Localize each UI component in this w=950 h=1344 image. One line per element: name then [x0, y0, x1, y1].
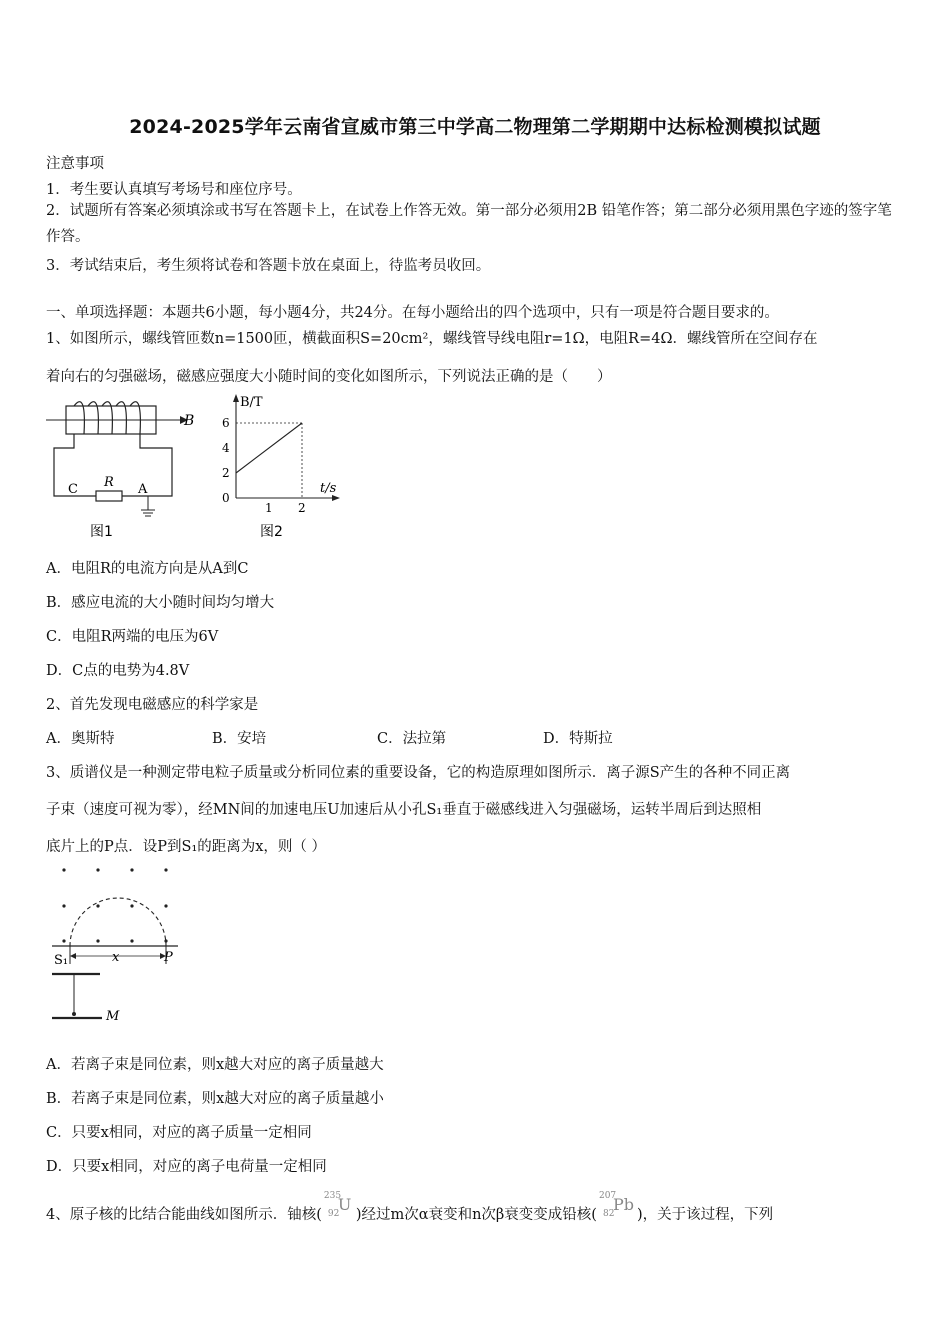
- q2-option-b: B．安培: [212, 731, 267, 747]
- q1-stem-line-1: 1、如图所示，螺线管匝数n=1500匝，横截面积S=20cm²，螺线管导线电阻r=1Ω，电阻R=4Ω．螺线管所在空间存在: [46, 331, 818, 347]
- q3-option-c: C．只要x相同，对应的离子质量一定相同: [46, 1125, 312, 1141]
- q1-option-c: C．电阻R两端的电压为6V: [46, 629, 219, 645]
- uranium-nuclide: 235 92 U: [323, 1191, 352, 1219]
- q2-option-c: C．法拉第: [377, 731, 447, 747]
- q2-stem: 2、首先发现电磁感应的科学家是: [46, 697, 259, 713]
- y-tick-6: 6: [222, 416, 230, 430]
- q4-stem-part-b: )经过m次α衰变和n次β衰变变成铅核(: [355, 1207, 597, 1223]
- q3-option-b: B．若离子束是同位素，则x越大对应的离子质量越小: [46, 1091, 384, 1107]
- q2-option-d: D．特斯拉: [543, 731, 613, 747]
- q3-figure-mass-spectrometer: [46, 860, 196, 1028]
- notice-item-2: 2．试题所有答案必须填涂或书写在答题卡上，在试卷上作答无效。第一部分必须用2B 铅笔作答；第二部分必须用黑色字迹的签字笔作答。: [46, 203, 892, 245]
- y-axis-arrowhead: [233, 394, 239, 402]
- resistor-label: R: [104, 475, 114, 490]
- s1-label: S₁: [54, 953, 69, 968]
- section-heading: 一、单项选择题：本题共6小题，每小题4分，共24分。在每小题给出的四个选项中，只有一项是符合题目要求的。: [46, 305, 779, 321]
- notice-item-1: 1．考生要认真填写考场号和座位序号。: [46, 182, 302, 198]
- q4-stem-part-a: 4、原子核的比结合能曲线如图所示．铀核(: [46, 1207, 322, 1223]
- q3-option-d: D．只要x相同，对应的离子电荷量一定相同: [46, 1159, 327, 1175]
- y-tick-0: 0: [222, 491, 230, 505]
- x-tick-2: 2: [298, 501, 306, 515]
- point-a-label: A: [138, 482, 148, 497]
- x-tick-1: 1: [265, 501, 273, 515]
- x-label: x: [112, 950, 120, 965]
- lead-nuclide: 207 82 Pb: [598, 1191, 634, 1219]
- q2-option-a: A．奥斯特: [46, 731, 115, 747]
- p-label: P: [164, 950, 173, 965]
- y-tick-4: 4: [222, 441, 230, 455]
- q1-stem-line-2: 着向右的匀强磁场，磁感应强度大小随时间的变化如图所示，下列说法正确的是（ ）: [46, 369, 612, 385]
- b-field-label: B: [184, 413, 195, 429]
- q3-stem-line-2: 子束（速度可视为零），经MN间的加速电压U加速后从小孔S₁垂直于磁感线进入匀强磁场，运转半周后到达照相: [46, 802, 762, 818]
- q1-figure-2-bt-graph: [216, 392, 346, 542]
- q3-stem-line-3: 底片上的P点．设P到S₁的距离为x，则（ ）: [46, 839, 327, 855]
- figure-2-caption: 图2: [260, 524, 283, 540]
- b-t-line: [236, 423, 302, 473]
- ion-trajectory: [70, 898, 166, 946]
- notice-heading: 注意事项: [46, 156, 104, 172]
- q1-option-a: A．电阻R的电流方向是从A到C: [46, 561, 249, 577]
- figure-1-caption: 图1: [90, 524, 113, 540]
- y-tick-2: 2: [222, 466, 230, 480]
- q1-option-d: D．C点的电势为4.8V: [46, 663, 190, 679]
- m-label: M: [106, 1009, 120, 1024]
- q4-stem: [46, 1191, 774, 1225]
- q3-option-a: A．若离子束是同位素，则x越大对应的离子质量越大: [46, 1057, 384, 1073]
- q3-stem-line-1: 3、质谱仪是一种测定带电粒子质量或分析同位素的重要设备，它的构造原理如图所示．离子源S产生的各种不同正离: [46, 765, 791, 781]
- q1-figure-1-solenoid: [44, 398, 204, 542]
- y-axis-label: B/T: [240, 395, 263, 410]
- page-title: 2024-2025学年云南省宣威市第三中学高二物理第二学期期中达标检测模拟试题: [129, 116, 821, 138]
- q1-option-b: B．感应电流的大小随时间均匀增大: [46, 595, 275, 611]
- q4-stem-part-c: )，关于该过程，下列: [636, 1207, 774, 1223]
- resistor-r: [96, 491, 122, 501]
- x-axis-label: t/s: [320, 481, 337, 496]
- notice-item-3: 3．考试结束后，考生须将试卷和答题卡放在桌面上，待监考员收回。: [46, 258, 491, 274]
- point-c-label: C: [68, 482, 78, 497]
